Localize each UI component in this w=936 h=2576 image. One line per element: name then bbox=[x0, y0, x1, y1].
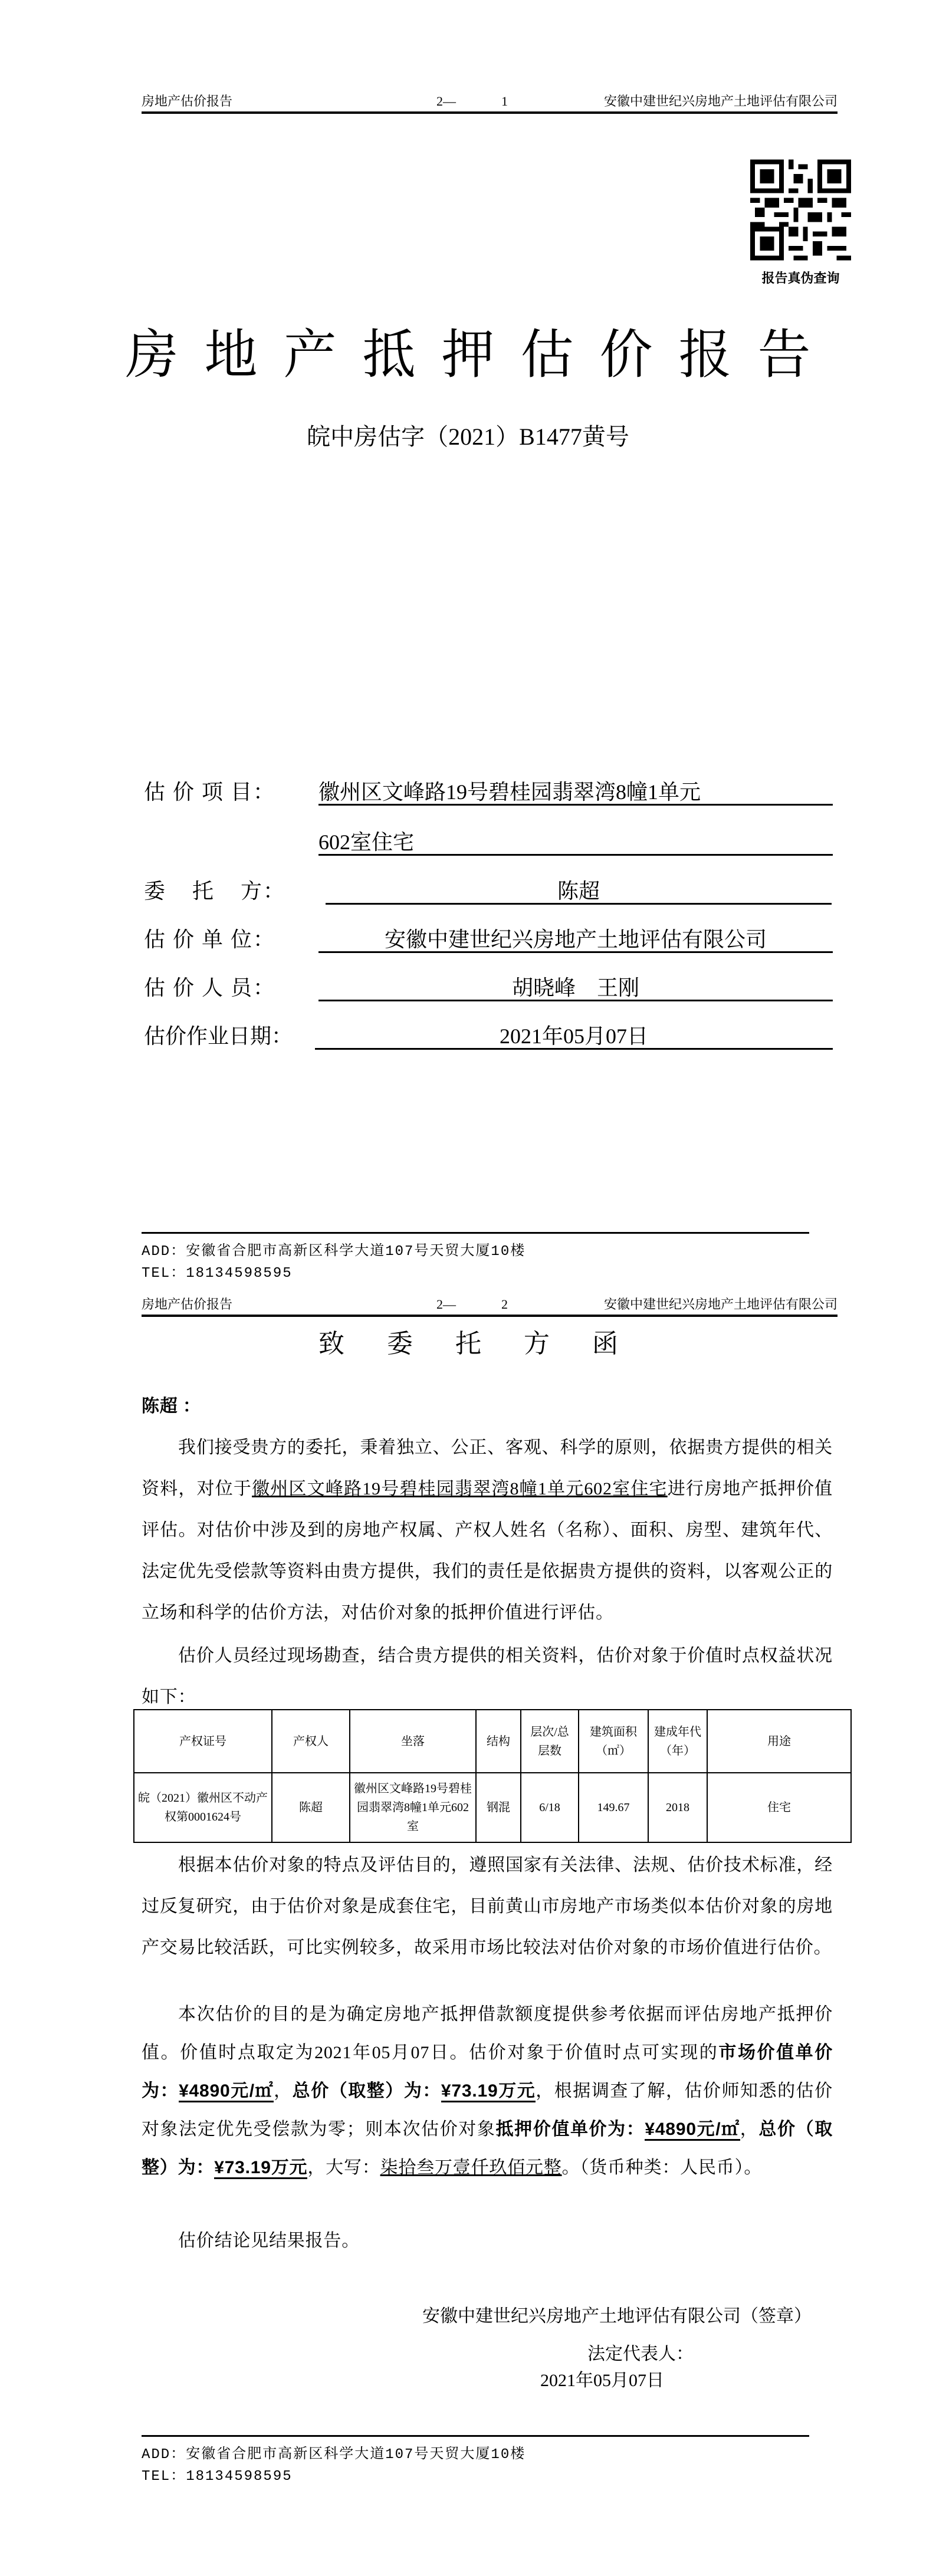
footer-address: ADD：安徽省合肥市高新区科学大道107号天贸大厦10楼 bbox=[142, 1244, 526, 1260]
cell-owner: 陈超 bbox=[272, 1773, 350, 1842]
market-total-price: ¥73.19万元 bbox=[441, 2081, 536, 2102]
text: 市场价值单价为： bbox=[142, 2043, 833, 2101]
field-value: 徽州区文峰路19号碧桂园翡翠湾8幢1单元 bbox=[318, 779, 833, 806]
cell-usage: 住宅 bbox=[707, 1773, 851, 1842]
legal-representative-label: 法定代表人： bbox=[587, 2344, 694, 2364]
footer-phone: TEL：18134598595 bbox=[142, 2469, 293, 2485]
col-location: 坐落 bbox=[350, 1710, 476, 1773]
cell-year: 2018 bbox=[648, 1773, 707, 1842]
field-label: 估 价 人 员： bbox=[144, 976, 276, 1000]
signature-date: 2021年05月07日 bbox=[540, 2371, 664, 2390]
header-rule bbox=[142, 111, 838, 114]
paragraph-valuation bbox=[142, 1995, 833, 2187]
table-header-row bbox=[134, 1710, 851, 1773]
signature-company: 安徽中建世纪兴房地产土地评估有限公司（签章） bbox=[422, 2306, 812, 2326]
text: 抵押价值单价为： bbox=[495, 2120, 645, 2139]
table-row bbox=[134, 1773, 851, 1842]
field-label: 估价作业日期： bbox=[144, 1024, 293, 1048]
text: ，大写： bbox=[307, 2158, 380, 2177]
text: ， bbox=[740, 2120, 759, 2139]
mortgage-unit-price: ¥4890元/㎡ bbox=[645, 2120, 740, 2141]
field-label: 委 托 方： bbox=[144, 879, 286, 903]
col-year: 建成年代（年） bbox=[648, 1710, 707, 1773]
property-rights-table bbox=[133, 1709, 852, 1843]
header-company: 安徽中建世纪兴房地产土地评估有限公司 bbox=[603, 94, 838, 109]
col-owner: 产权人 bbox=[272, 1710, 350, 1773]
header-page-number: 1 bbox=[501, 94, 508, 109]
col-area: 建筑面积（㎡） bbox=[579, 1710, 648, 1773]
qr-verify-label: 报告真伪查询 bbox=[761, 271, 840, 285]
market-unit-price: ¥4890元/㎡ bbox=[179, 2081, 274, 2102]
text: 总价（取整）为： bbox=[142, 2120, 833, 2177]
text: 本次估价的目的是为确定房地产抵押借款额度提供参考依据而评估房地产抵押价值。价值时点取定为2021年05月07日。估价对象于价值时点可实现的 bbox=[142, 2005, 833, 2062]
field-label: 估 价 单 位： bbox=[144, 928, 276, 951]
report-title: 房地产抵押估价报告 bbox=[125, 326, 837, 385]
field-label: 估 价 项 目： bbox=[144, 780, 276, 804]
amount-in-words: 柒拾叁万壹仟玖佰元整 bbox=[380, 2158, 562, 2177]
header-page-prefix: 2— bbox=[436, 1297, 456, 1312]
page-header bbox=[142, 1296, 838, 1313]
cell-floor: 6/18 bbox=[521, 1773, 579, 1842]
field-value: 安徽中建世纪兴房地产土地评估有限公司 bbox=[318, 926, 833, 953]
footer-rule bbox=[142, 1232, 809, 1234]
cell-cert-no: 皖（2021）徽州区不动产权第0001624号 bbox=[134, 1773, 272, 1842]
header-company: 安徽中建世纪兴房地产土地评估有限公司 bbox=[603, 1297, 838, 1312]
text: 总价（取整）为： bbox=[292, 2081, 441, 2101]
col-usage: 用途 bbox=[707, 1710, 851, 1773]
text: 。（货币种类：人民币）。 bbox=[561, 2158, 763, 2177]
page-header bbox=[142, 93, 838, 110]
col-cert-no: 产权证号 bbox=[134, 1710, 272, 1773]
col-structure: 结构 bbox=[476, 1710, 521, 1773]
text: 进行房地产抵押价值评估。对估价中涉及到的房地产权属、产权人姓名（名称）、面积、房型、建筑年代、法定优先受偿款等资料由贵方提供，我们的责任是依据贵方提供的资料，以客观公正的立场和科学的估价方法，对估价对象的抵押价值进行评估。 bbox=[142, 1479, 833, 1622]
field-value: 2021年05月07日 bbox=[315, 1023, 833, 1050]
paragraph-commission bbox=[142, 1427, 833, 1634]
header-page-prefix: 2— bbox=[436, 94, 456, 109]
header-report-type: 房地产估价报告 bbox=[142, 1297, 233, 1312]
text: ，根据调查了解，估价师知悉的估价对象法定优先受偿款为零；则本次估价对象 bbox=[142, 2081, 833, 2139]
col-floor: 层次/总层数 bbox=[521, 1710, 579, 1773]
mortgage-total-price: ¥73.19万元 bbox=[214, 2158, 307, 2179]
paragraph-inspection: 估价人员经过现场勘查，结合贵方提供的相关资料，估价对象于价值时点权益状况如下： bbox=[142, 1646, 833, 1707]
header-page-number: 2 bbox=[501, 1297, 508, 1312]
property-address: 徽州区文峰路19号碧桂园翡翠湾8幢1单元602室住宅 bbox=[252, 1479, 668, 1499]
header-rule bbox=[142, 1315, 838, 1317]
cell-location: 徽州区文峰路19号碧桂园翡翠湾8幢1单元602室 bbox=[350, 1773, 476, 1842]
footer-phone: TEL：18134598595 bbox=[142, 1266, 293, 1282]
qr-code-icon[interactable] bbox=[750, 159, 851, 261]
letter-title: 致委托方函 bbox=[318, 1329, 661, 1358]
text: ， bbox=[274, 2081, 293, 2101]
paragraph-conclusion: 估价结论见结果报告。 bbox=[178, 2231, 360, 2250]
field-value: 胡晓峰 王刚 bbox=[318, 975, 833, 1001]
cell-area: 149.67 bbox=[579, 1773, 648, 1842]
salutation: 陈超 ： bbox=[142, 1397, 201, 1416]
footer-rule bbox=[142, 2435, 809, 2437]
footer-address: ADD：安徽省合肥市高新区科学大道107号天贸大厦10楼 bbox=[142, 2447, 526, 2463]
cell-structure: 钢混 bbox=[476, 1773, 521, 1842]
field-value: 陈超 bbox=[326, 878, 832, 905]
field-value: 602室住宅 bbox=[318, 829, 833, 856]
paragraph-method: 根据本估价对象的特点及评估目的，遵照国家有关法律、法规、估价技术标准，经过反复研究，由于估价对象是成套住宅，目前黄山市房地产市场类似本估价对象的房地产交易比较活跃，可比实例较多，故采用市场比较法对估价对象的市场价值进行估价。 bbox=[142, 1855, 833, 1957]
header-report-type: 房地产估价报告 bbox=[142, 94, 233, 109]
text: 我们接受贵方的委托，秉着独立、公正、客观、科学的原则，依据贵方提供的相关资料，对位于 bbox=[142, 1438, 833, 1499]
report-number: 皖中房估字（2021）B1477黄号 bbox=[307, 423, 629, 450]
